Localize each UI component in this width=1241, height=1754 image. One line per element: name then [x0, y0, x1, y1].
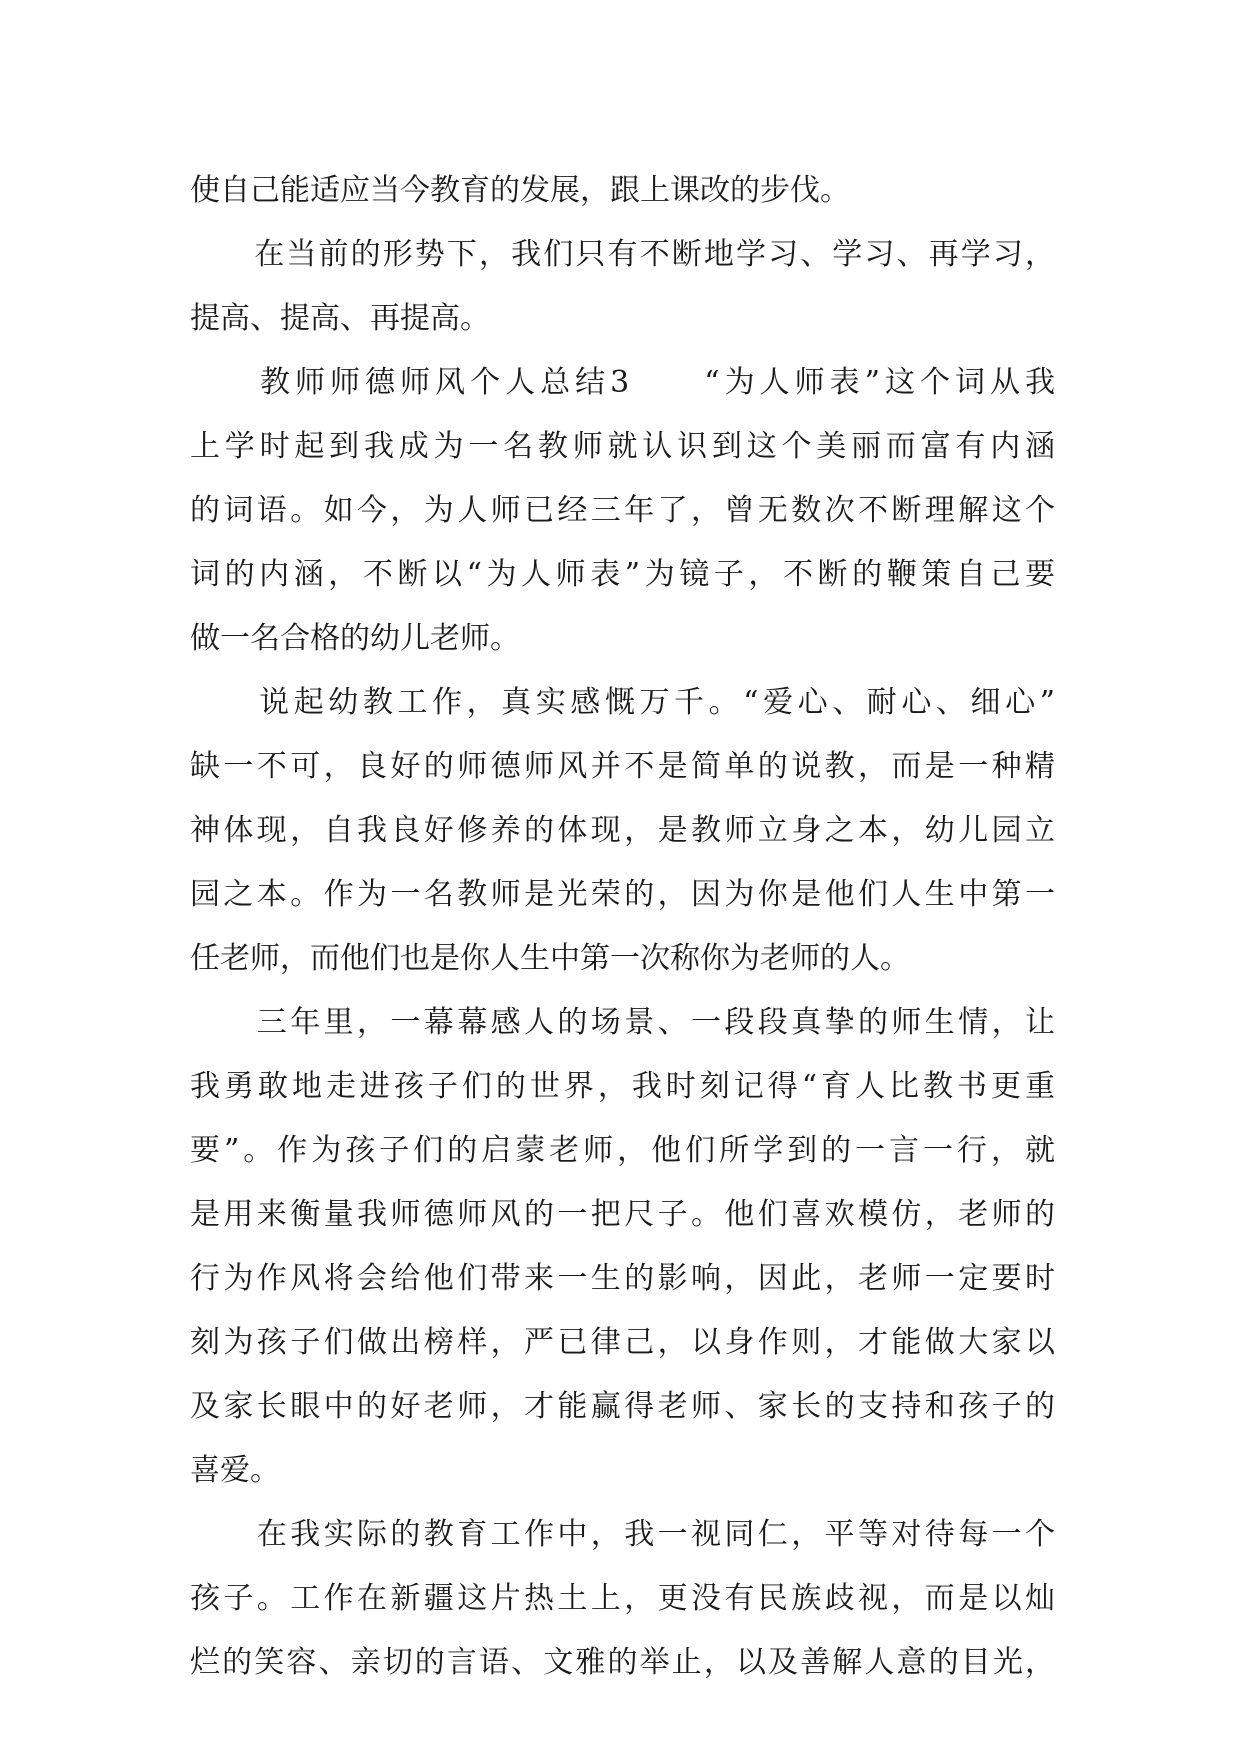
- text-line: 在我实际的教育工作中，我一视同仁，平等对待每一个: [190, 1517, 1055, 1552]
- text-line: 缺一不可，良好的师德师风并不是简单的说教，而是一种精: [190, 749, 1055, 784]
- document-body: [190, 159, 1055, 1695]
- text-line: 词的内涵，不断以“为人师表”为镜子，不断的鞭策自己要: [190, 557, 1055, 592]
- text-line: 上学时起到我成为一名教师就认识到这个美丽而富有内涵: [190, 429, 1055, 464]
- text-line: 行为作风将会给他们带来一生的影响，因此，老师一定要时: [190, 1261, 1055, 1296]
- text-line: 三年里，一幕幕感人的场景、一段段真挚的师生情，让: [190, 1005, 1055, 1040]
- text-line: 在当前的形势下，我们只有不断地学习、学习、再学习，: [190, 237, 1055, 272]
- text-line: 神体现，自我良好修养的体现，是教师立身之本，幼儿园立: [190, 813, 1055, 848]
- text-line: 提高、提高、再提高。: [190, 301, 490, 336]
- text-line: 说起幼教工作，真实感慨万千。“爱心、耐心、细心”: [190, 685, 1055, 720]
- text-line: 是用来衡量我师德师风的一把尺子。他们喜欢模仿，老师的: [190, 1197, 1055, 1232]
- text-line: 孩子。工作在新疆这片热土上，更没有民族歧视，而是以灿: [190, 1581, 1055, 1616]
- text-line: 及家长眼中的好老师，才能赢得老师、家长的支持和孩子的: [190, 1389, 1055, 1424]
- text-line: 刻为孩子们做出榜样，严已律己，以身作则，才能做大家以: [190, 1325, 1055, 1360]
- text-line: 教师师德师风个人总结3 “为人师表”这个词从我: [190, 365, 1055, 400]
- text-line: 做一名合格的幼儿老师。: [190, 621, 520, 656]
- text-line: 烂的笑容、亲切的言语、文雅的举止，以及善解人意的目光，: [190, 1645, 1055, 1680]
- text-line: 我勇敢地走进孩子们的世界，我时刻记得“育人比教书更重: [190, 1069, 1055, 1104]
- text-line: 使自己能适应当今教育的发展，跟上课改的步伐。: [190, 173, 850, 208]
- text-line: 喜爱。: [190, 1453, 280, 1488]
- text-line: 的词语。如今，为人师已经三年了，曾无数次不断理解这个: [190, 493, 1055, 528]
- text-line: 任老师，而他们也是你人生中第一次称你为老师的人。: [190, 941, 910, 976]
- text-line: 要”。作为孩子们的启蒙老师，他们所学到的一言一行，就: [190, 1133, 1055, 1168]
- text-line: 园之本。作为一名教师是光荣的，因为你是他们人生中第一: [190, 877, 1055, 912]
